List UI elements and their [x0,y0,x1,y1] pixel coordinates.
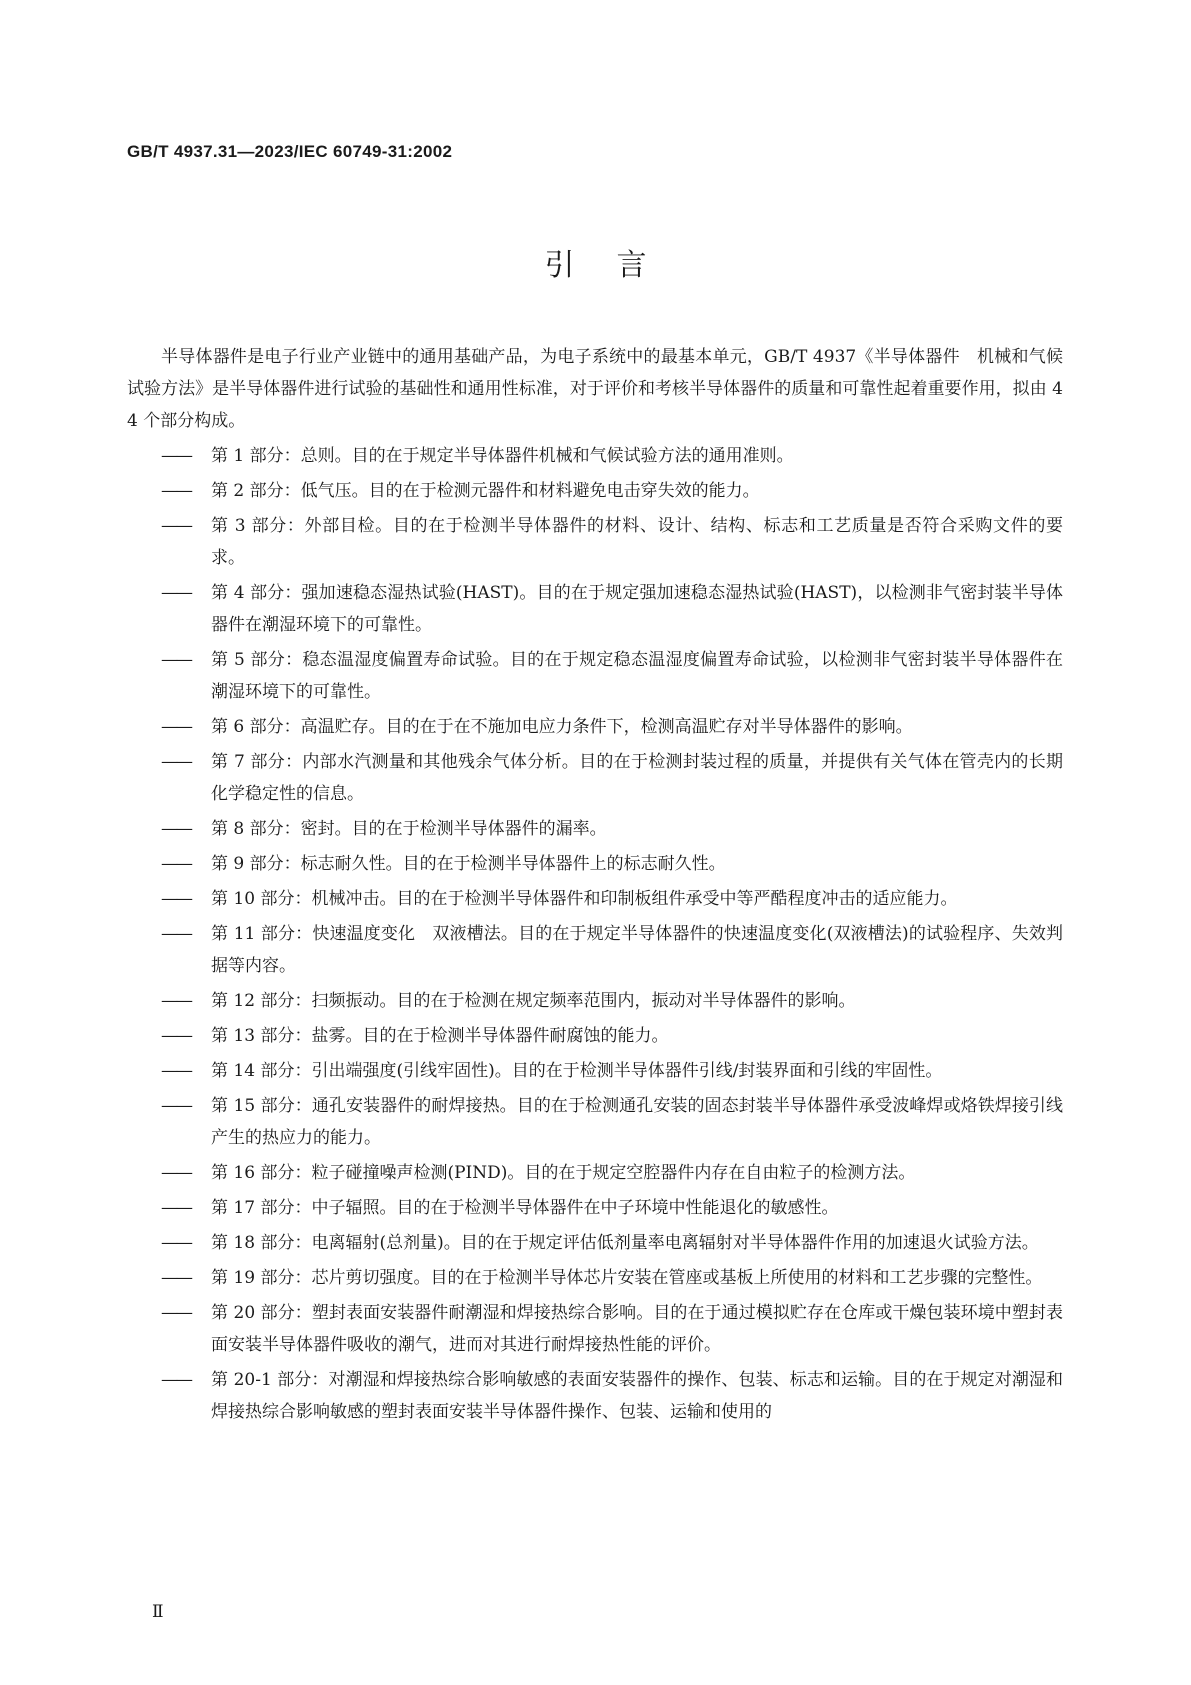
list-item-text: 第 17 部分：中子辐照。目的在于检测半导体器件在中子环境中性能退化的敏感性。 [211,1198,839,1218]
list-item-text: 第 13 部分：盐雾。目的在于检测半导体器件耐腐蚀的能力。 [211,1026,669,1046]
list-item [127,510,1063,574]
list-dash: —— [161,1061,191,1081]
list-dash: —— [161,819,191,839]
list-item-text: 第 1 部分：总则。目的在于规定半导体器件机械和气候试验方法的通用准则。 [211,446,794,466]
list-item [127,1020,1063,1052]
list-item-text: 第 3 部分：外部目检。目的在于检测半导体器件的材料、设计、结构、标志和工艺质量是否符合采购文件的要求。 [211,516,1063,568]
document-body [127,341,1063,1428]
list-item [127,918,1063,982]
list-dash: —— [161,1026,191,1046]
list-dash: —— [161,924,191,944]
list-dash: —— [161,481,191,501]
list-item [127,1192,1063,1224]
list-dash: —— [161,991,191,1011]
page-number: Ⅱ [152,1602,164,1622]
list-item [127,848,1063,880]
list-item [127,440,1063,472]
list-item [127,1364,1063,1428]
list-item [127,746,1063,810]
list-item-text: 第 15 部分：通孔安装器件的耐焊接热。目的在于检测通孔安装的固态封装半导体器件承受波峰焊或烙铁焊接引线产生的热应力的能力。 [211,1096,1063,1148]
list-dash: —— [161,583,191,603]
list-item [127,1090,1063,1154]
list-item-text: 第 11 部分：快速温度变化 双液槽法。目的在于规定半导体器件的快速温度变化(双液槽法)的试验程序、失效判据等内容。 [211,924,1063,976]
list-item [127,883,1063,915]
list-dash: —— [161,1370,191,1390]
list-dash: —— [161,1303,191,1323]
list-item-text: 第 5 部分：稳态温湿度偏置寿命试验。目的在于规定稳态温湿度偏置寿命试验，以检测非气密封装半导体器件在潮湿环境下的可靠性。 [211,650,1063,702]
list-item [127,985,1063,1017]
list-item [127,813,1063,845]
list-item-text: 第 9 部分：标志耐久性。目的在于检测半导体器件上的标志耐久性。 [211,854,726,874]
list-item-text: 第 20 部分：塑封表面安装器件耐潮湿和焊接热综合影响。目的在于通过模拟贮存在仓库或干燥包装环境中塑封表面安装半导体器件吸收的潮气，进而对其进行耐焊接热性能的评价。 [211,1303,1063,1355]
list-item-text: 第 8 部分：密封。目的在于检测半导体器件的漏率。 [211,819,607,839]
list-dash: —— [161,1198,191,1218]
list-dash: —— [161,889,191,909]
list-item-text: 第 12 部分：扫频振动。目的在于检测在规定频率范围内，振动对半导体器件的影响。 [211,991,856,1011]
list-item [127,644,1063,708]
list-dash: —— [161,1096,191,1116]
list-dash: —— [161,752,191,772]
list-item [127,1055,1063,1087]
list-item [127,1262,1063,1294]
list-item [127,1297,1063,1361]
list-item-text: 第 16 部分：粒子碰撞噪声检测(PIND)。目的在于规定空腔器件内存在自由粒子的检测方法。 [211,1163,916,1183]
list-dash: —— [161,854,191,874]
list-dash: —— [161,1233,191,1253]
intro-paragraph: 半导体器件是电子行业产业链中的通用基础产品，为电子系统中的最基本单元，GB/T 4937《半导体器件 机械和气候试验方法》是半导体器件进行试验的基础性和通用性标准，对于评价和考核半导体器件的质量和可靠性起着重要作用，拟由 44 个部分构成。 [127,347,1063,431]
list-item [127,1157,1063,1189]
standard-number: GB/T 4937.31—2023/IEC 60749-31:2002 [127,142,453,161]
list-item-text: 第 2 部分：低气压。目的在于检测元器件和材料避免电击穿失效的能力。 [211,481,760,501]
page-title: 引言 [544,248,689,283]
list-dash: —— [161,1268,191,1288]
list-dash: —— [161,1163,191,1183]
list-dash: —— [161,717,191,737]
list-item-text: 第 14 部分：引出端强度(引线牢固性)。目的在于检测半导体器件引线/封装界面和引线的牢固性。 [211,1061,943,1081]
list-dash: —— [161,650,191,670]
list-item-text: 第 19 部分：芯片剪切强度。目的在于检测半导体芯片安装在管座或基板上所使用的材料和工艺步骤的完整性。 [211,1268,1043,1288]
list-item-text: 第 20-1 部分：对潮湿和焊接热综合影响敏感的表面安装器件的操作、包装、标志和运输。目的在于规定对潮湿和焊接热综合影响敏感的塑封表面安装半导体器件操作、包装、运输和使用的 [211,1370,1063,1422]
list-item-text: 第 10 部分：机械冲击。目的在于检测半导体器件和印制板组件承受中等严酷程度冲击的适应能力。 [211,889,958,909]
part-list [127,440,1063,1428]
list-dash: —— [161,516,191,536]
list-item [127,711,1063,743]
list-item [127,1227,1063,1259]
list-item [127,577,1063,641]
list-item-text: 第 4 部分：强加速稳态湿热试验(HAST)。目的在于规定强加速稳态湿热试验(HAST)，以检测非气密封装半导体器件在潮湿环境下的可靠性。 [211,583,1063,635]
list-dash: —— [161,446,191,466]
list-item-text: 第 7 部分：内部水汽测量和其他残余气体分析。目的在于检测封装过程的质量，并提供有关气体在管壳内的长期化学稳定性的信息。 [211,752,1063,804]
list-item-text: 第 6 部分：高温贮存。目的在于在不施加电应力条件下，检测高温贮存对半导体器件的影响。 [211,717,913,737]
list-item-text: 第 18 部分：电离辐射(总剂量)。目的在于规定评估低剂量率电离辐射对半导体器件作用的加速退火试验方法。 [211,1233,1039,1253]
list-item [127,475,1063,507]
